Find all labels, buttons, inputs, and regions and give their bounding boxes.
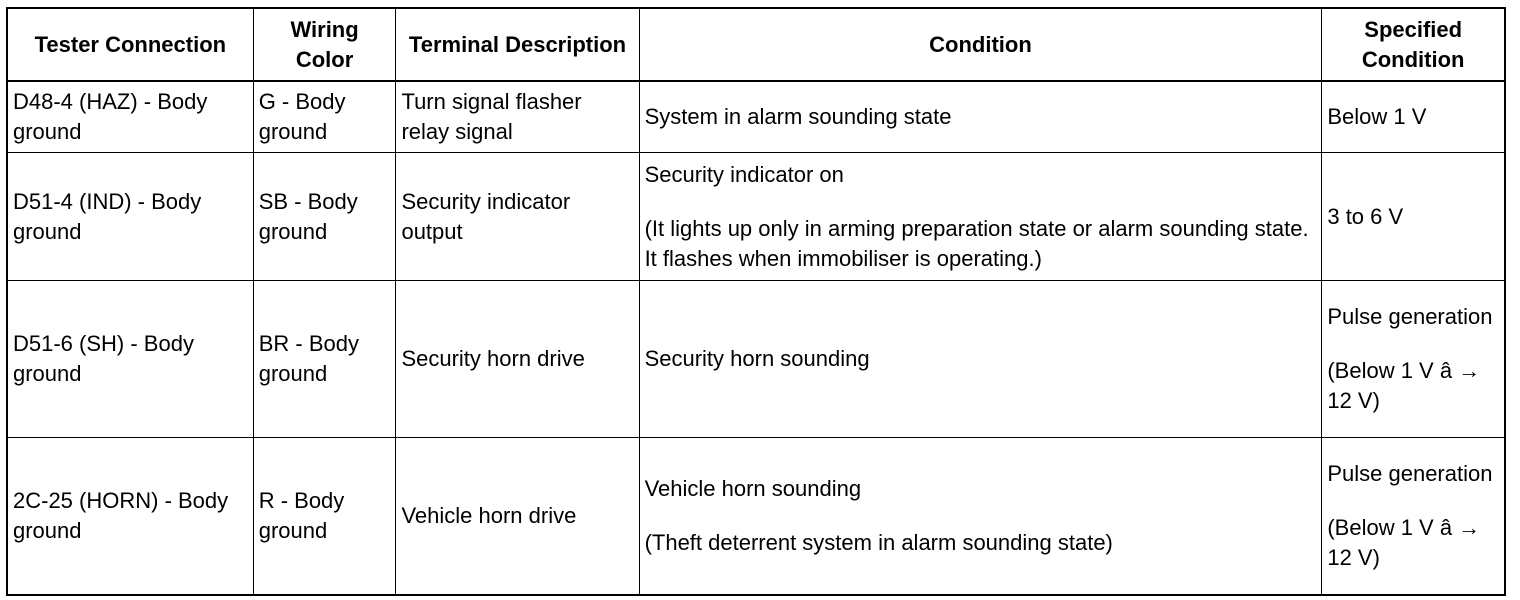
table-row — [7, 438, 1505, 596]
specified-condition-cell — [1322, 281, 1505, 438]
table-row — [7, 81, 1505, 153]
wiring-color-cell: R - Body ground — [253, 438, 396, 596]
specified-condition-cell — [1322, 438, 1505, 596]
condition-cell — [639, 81, 1322, 153]
specified-condition-note: (Below 1 V â → 12 V) — [1327, 515, 1481, 570]
condition-text: System in alarm sounding state — [644, 104, 952, 129]
table-row — [7, 153, 1505, 281]
condition-cell — [639, 153, 1322, 281]
tester-connection-cell: D51-4 (IND) - Body ground — [7, 153, 253, 281]
terminal-description-cell: Security indicator output — [396, 153, 639, 281]
specified-condition-text: Pulse generation — [1327, 304, 1493, 329]
terminal-description-cell: Security horn drive — [396, 281, 639, 438]
condition-text: Vehicle horn sounding — [644, 476, 862, 501]
condition-cell — [639, 281, 1322, 438]
terminal-description-cell: Vehicle horn drive — [396, 438, 639, 596]
wiring-color-cell: G - Body ground — [253, 81, 396, 153]
condition-text: Security horn sounding — [644, 346, 870, 371]
specified-condition-cell — [1322, 153, 1505, 281]
table-row — [7, 281, 1505, 438]
specified-condition-text: Pulse generation — [1327, 461, 1493, 486]
wiring-color-cell: BR - Body ground — [253, 281, 396, 438]
tester-connection-cell: D51-6 (SH) - Body ground — [7, 281, 253, 438]
wiring-color-cell: SB - Body ground — [253, 153, 396, 281]
terminal-description-cell: Turn signal flasher relay signal — [396, 81, 639, 153]
tester-connection-cell: D48-4 (HAZ) - Body ground — [7, 81, 253, 153]
header-row — [7, 8, 1505, 81]
condition-text: Security indicator on — [644, 161, 844, 187]
tester-connection-cell: 2C-25 (HORN) - Body ground — [7, 438, 253, 596]
condition-note: (It lights up only in arming preparation state or alarm sounding state. It flashes when immobiliser is operating.) — [644, 215, 1309, 271]
specified-condition-note: (Below 1 V â → 12 V) — [1327, 358, 1481, 413]
condition-note: (Theft deterrent system in alarm sounding state) — [644, 530, 1113, 555]
header-specified-condition: Specified Condition — [1322, 8, 1505, 81]
header-wiring-color: Wiring Color — [253, 8, 396, 81]
inspection-table — [6, 7, 1506, 596]
condition-cell — [639, 438, 1322, 596]
specified-condition-text: 3 to 6 V — [1327, 203, 1404, 229]
header-condition: Condition — [639, 8, 1322, 81]
specified-condition-text: Below 1 V — [1327, 104, 1427, 129]
header-terminal-description: Terminal Description — [396, 8, 639, 81]
specified-condition-cell — [1322, 81, 1505, 153]
header-tester-connection: Tester Connection — [7, 8, 253, 81]
